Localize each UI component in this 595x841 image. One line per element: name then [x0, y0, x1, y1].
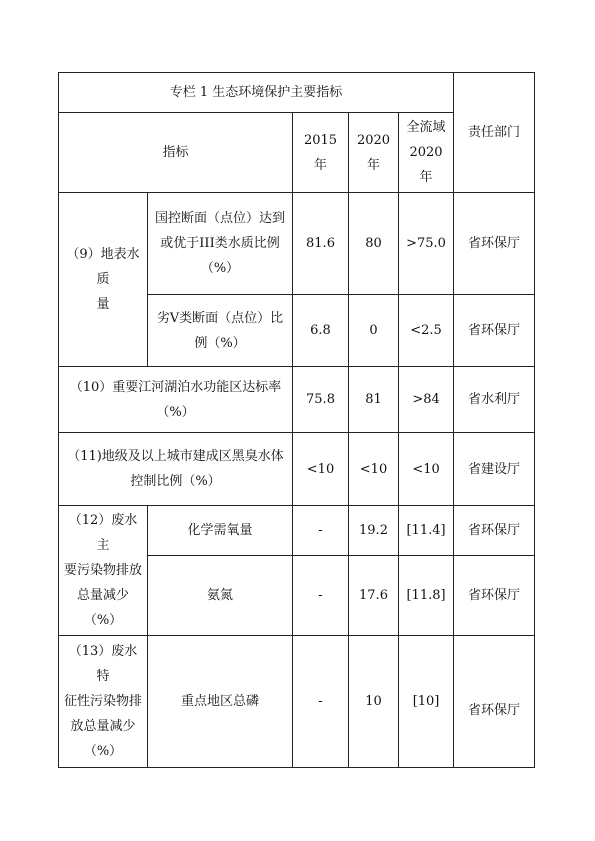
group-label-characteristic	[59, 636, 148, 768]
value-dept: 省环保厅	[454, 636, 535, 768]
row-label	[148, 193, 293, 295]
value-2015: 6.8	[293, 295, 349, 367]
row-label	[59, 367, 293, 433]
table-row	[59, 193, 535, 295]
table-row	[59, 506, 535, 556]
value-basin: [10]	[399, 636, 454, 768]
value-2020: 80	[349, 193, 399, 295]
indicator-table	[58, 72, 535, 768]
row-label: 化学需氧量	[148, 506, 293, 556]
row-label-line: 例（%）	[194, 335, 246, 351]
value-2015: -	[293, 636, 349, 768]
row-label	[148, 295, 293, 367]
row-label-line: 或优于III类水质比例	[160, 236, 280, 251]
header-dept: 责任部门	[454, 73, 535, 193]
row-label-line: （10）重要江河湖泊水功能区达标率	[69, 379, 282, 395]
row-label: 重点地区总磷	[148, 636, 293, 768]
value-2020: 17.6	[349, 556, 399, 636]
row-label-line: 劣Ⅴ类断面（点位）比	[156, 310, 284, 326]
value-2020: 10	[349, 636, 399, 768]
group-label-line: 征性污染物排	[63, 694, 142, 709]
value-2015: 75.8	[293, 367, 349, 433]
header-basin-line2: 2020 年	[409, 145, 443, 185]
value-2020: 81	[349, 367, 399, 433]
value-dept: 省建设厅	[454, 433, 535, 506]
row-label-line: 国控断面（点位）达到	[154, 211, 285, 226]
table-row	[59, 433, 535, 506]
header-2015: 2015 年	[293, 113, 349, 193]
value-dept: 省水利厅	[454, 367, 535, 433]
header-indicator: 指标	[59, 113, 293, 193]
value-basin: >75.0	[399, 193, 454, 295]
value-2020: 19.2	[349, 506, 399, 556]
row-label: 氨氮	[148, 556, 293, 636]
value-basin: [11.4]	[399, 506, 454, 556]
value-basin: >84	[399, 367, 454, 433]
row-label-line: （11)地级及以上城市建成区黑臭水体	[67, 449, 284, 464]
header-basin-line1: 全流域	[406, 120, 446, 135]
value-dept: 省环保厅	[454, 556, 535, 636]
group-label-line: （13）废水特	[68, 644, 138, 684]
table-title-row	[59, 73, 535, 113]
value-dept: 省环保厅	[454, 295, 535, 367]
group-label-line: （%）	[83, 744, 123, 759]
group-label-line: （12）废水主	[68, 513, 138, 553]
group-label-line: 总量减少（%）	[76, 588, 129, 628]
value-basin: [11.8]	[399, 556, 454, 636]
value-dept: 省环保厅	[454, 193, 535, 295]
value-2015: 81.6	[293, 193, 349, 295]
table-row	[59, 367, 535, 433]
value-basin: <10	[399, 433, 454, 506]
header-basin-2020	[399, 113, 454, 193]
group-label-line: 放总量减少	[70, 719, 136, 734]
table-row	[59, 636, 535, 768]
row-label-line: （%）	[200, 261, 240, 276]
row-label-line: 控制比例（%）	[130, 474, 221, 489]
value-dept: 省环保厅	[454, 506, 535, 556]
table-title: 专栏 1 生态环境保护主要指标	[59, 73, 454, 113]
group-label-surface-water	[59, 193, 148, 367]
value-2015: -	[293, 556, 349, 636]
row-label-line: （%）	[156, 404, 195, 420]
group-label-line: 要污染物排放	[63, 563, 142, 578]
value-2020: 0	[349, 295, 399, 367]
group-label-wastewater	[59, 506, 148, 636]
value-2015: <10	[293, 433, 349, 506]
group-label-line: 量	[96, 297, 110, 312]
row-label	[59, 433, 293, 506]
value-2015: -	[293, 506, 349, 556]
group-label-line: （9）地表水质	[66, 247, 140, 287]
value-2020: <10	[349, 433, 399, 506]
header-2020: 2020 年	[349, 113, 399, 193]
value-basin: <2.5	[399, 295, 454, 367]
